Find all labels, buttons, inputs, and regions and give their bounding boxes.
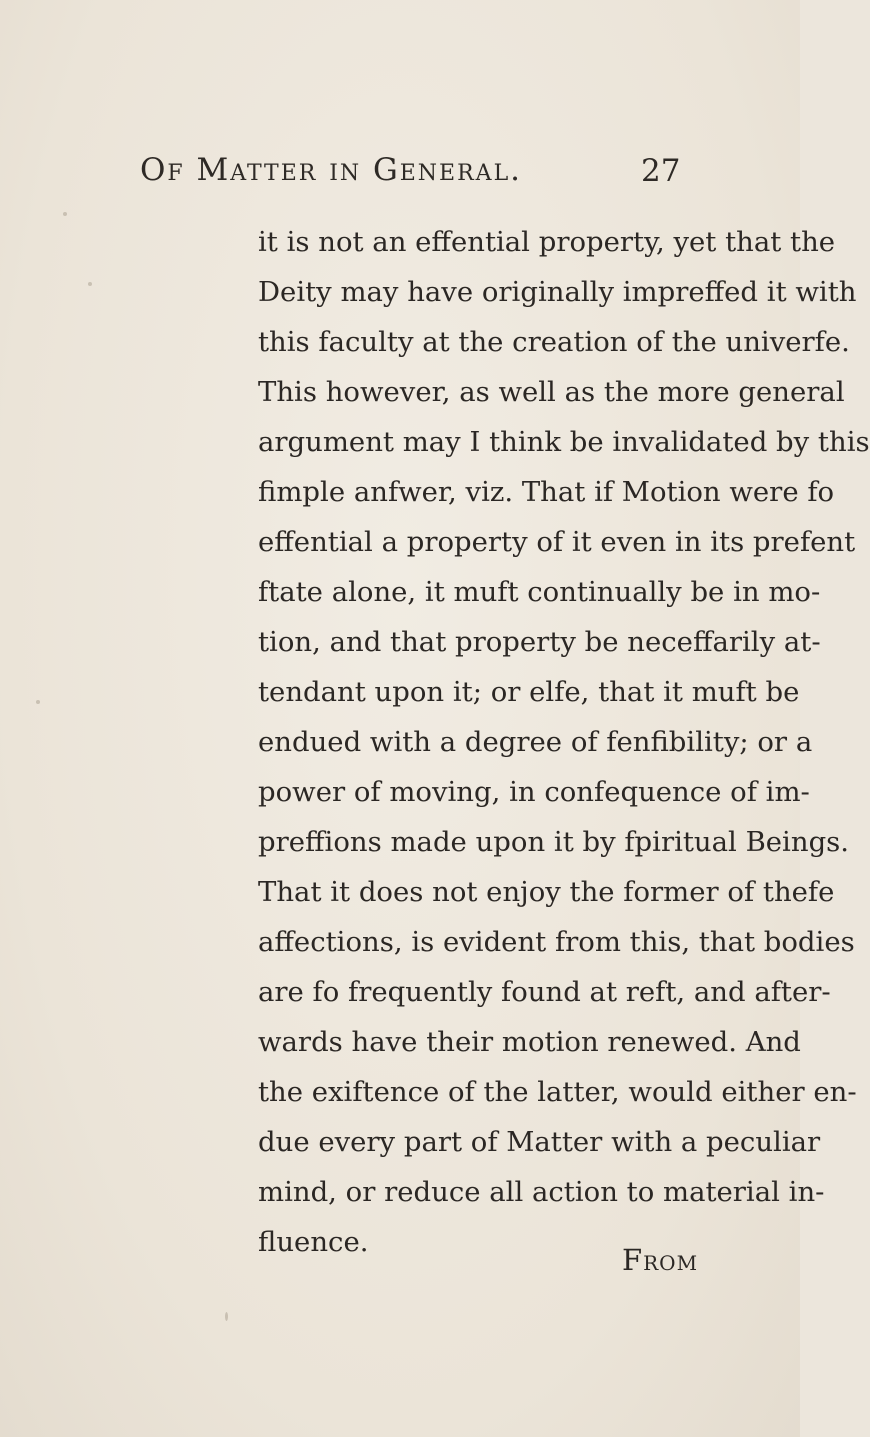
text-line: affections, is evident from this, that bodies <box>258 926 855 958</box>
text-line: argument may I think be invalidated by this <box>258 426 870 458</box>
paper-speck <box>36 700 40 704</box>
text-line: preffions made upon it by fpiritual Beings. <box>258 826 850 858</box>
text-line: the exiftence of the latter, would either en- <box>258 1076 857 1108</box>
text-line: this faculty at the creation of the univerfe. <box>258 326 850 358</box>
text-line: This however, as well as the more general <box>258 376 845 408</box>
text-line: due every part of Matter with a peculiar <box>258 1126 821 1158</box>
text-line: tendant upon it; or elfe, that it muft be <box>258 676 800 708</box>
running-head: Of Matter in General. <box>140 152 523 188</box>
paper-speck <box>88 282 92 286</box>
text-line: wards have their motion renewed. And <box>258 1026 801 1058</box>
text-line: fluence. <box>258 1226 369 1258</box>
text-line: it is not an effential property, yet that the <box>258 226 836 258</box>
catchword: From <box>622 1243 699 1277</box>
page-header <box>140 152 740 202</box>
text-line: tion, and that property be neceffarily at- <box>258 626 821 658</box>
text-line: Deity may have originally impreffed it with <box>258 276 857 308</box>
text-line: That it does not enjoy the former of thefe <box>258 876 835 908</box>
text-line: fimple anfwer, viz. That if Motion were fo <box>258 476 835 508</box>
text-line: ftate alone, it muft continually be in mo- <box>258 576 821 608</box>
text-line: mind, or reduce all action to material in- <box>258 1176 825 1208</box>
paper-speck <box>63 212 67 216</box>
text-line: endued with a degree of fenfibility; or a <box>258 726 813 758</box>
page-number: 27 <box>641 153 681 189</box>
text-line: are fo frequently found at reft, and after- <box>258 976 831 1008</box>
text-line: power of moving, in confequence of im- <box>258 776 810 808</box>
paper-speck <box>225 1312 228 1321</box>
text-line: effential a property of it even in its prefent <box>258 526 856 558</box>
